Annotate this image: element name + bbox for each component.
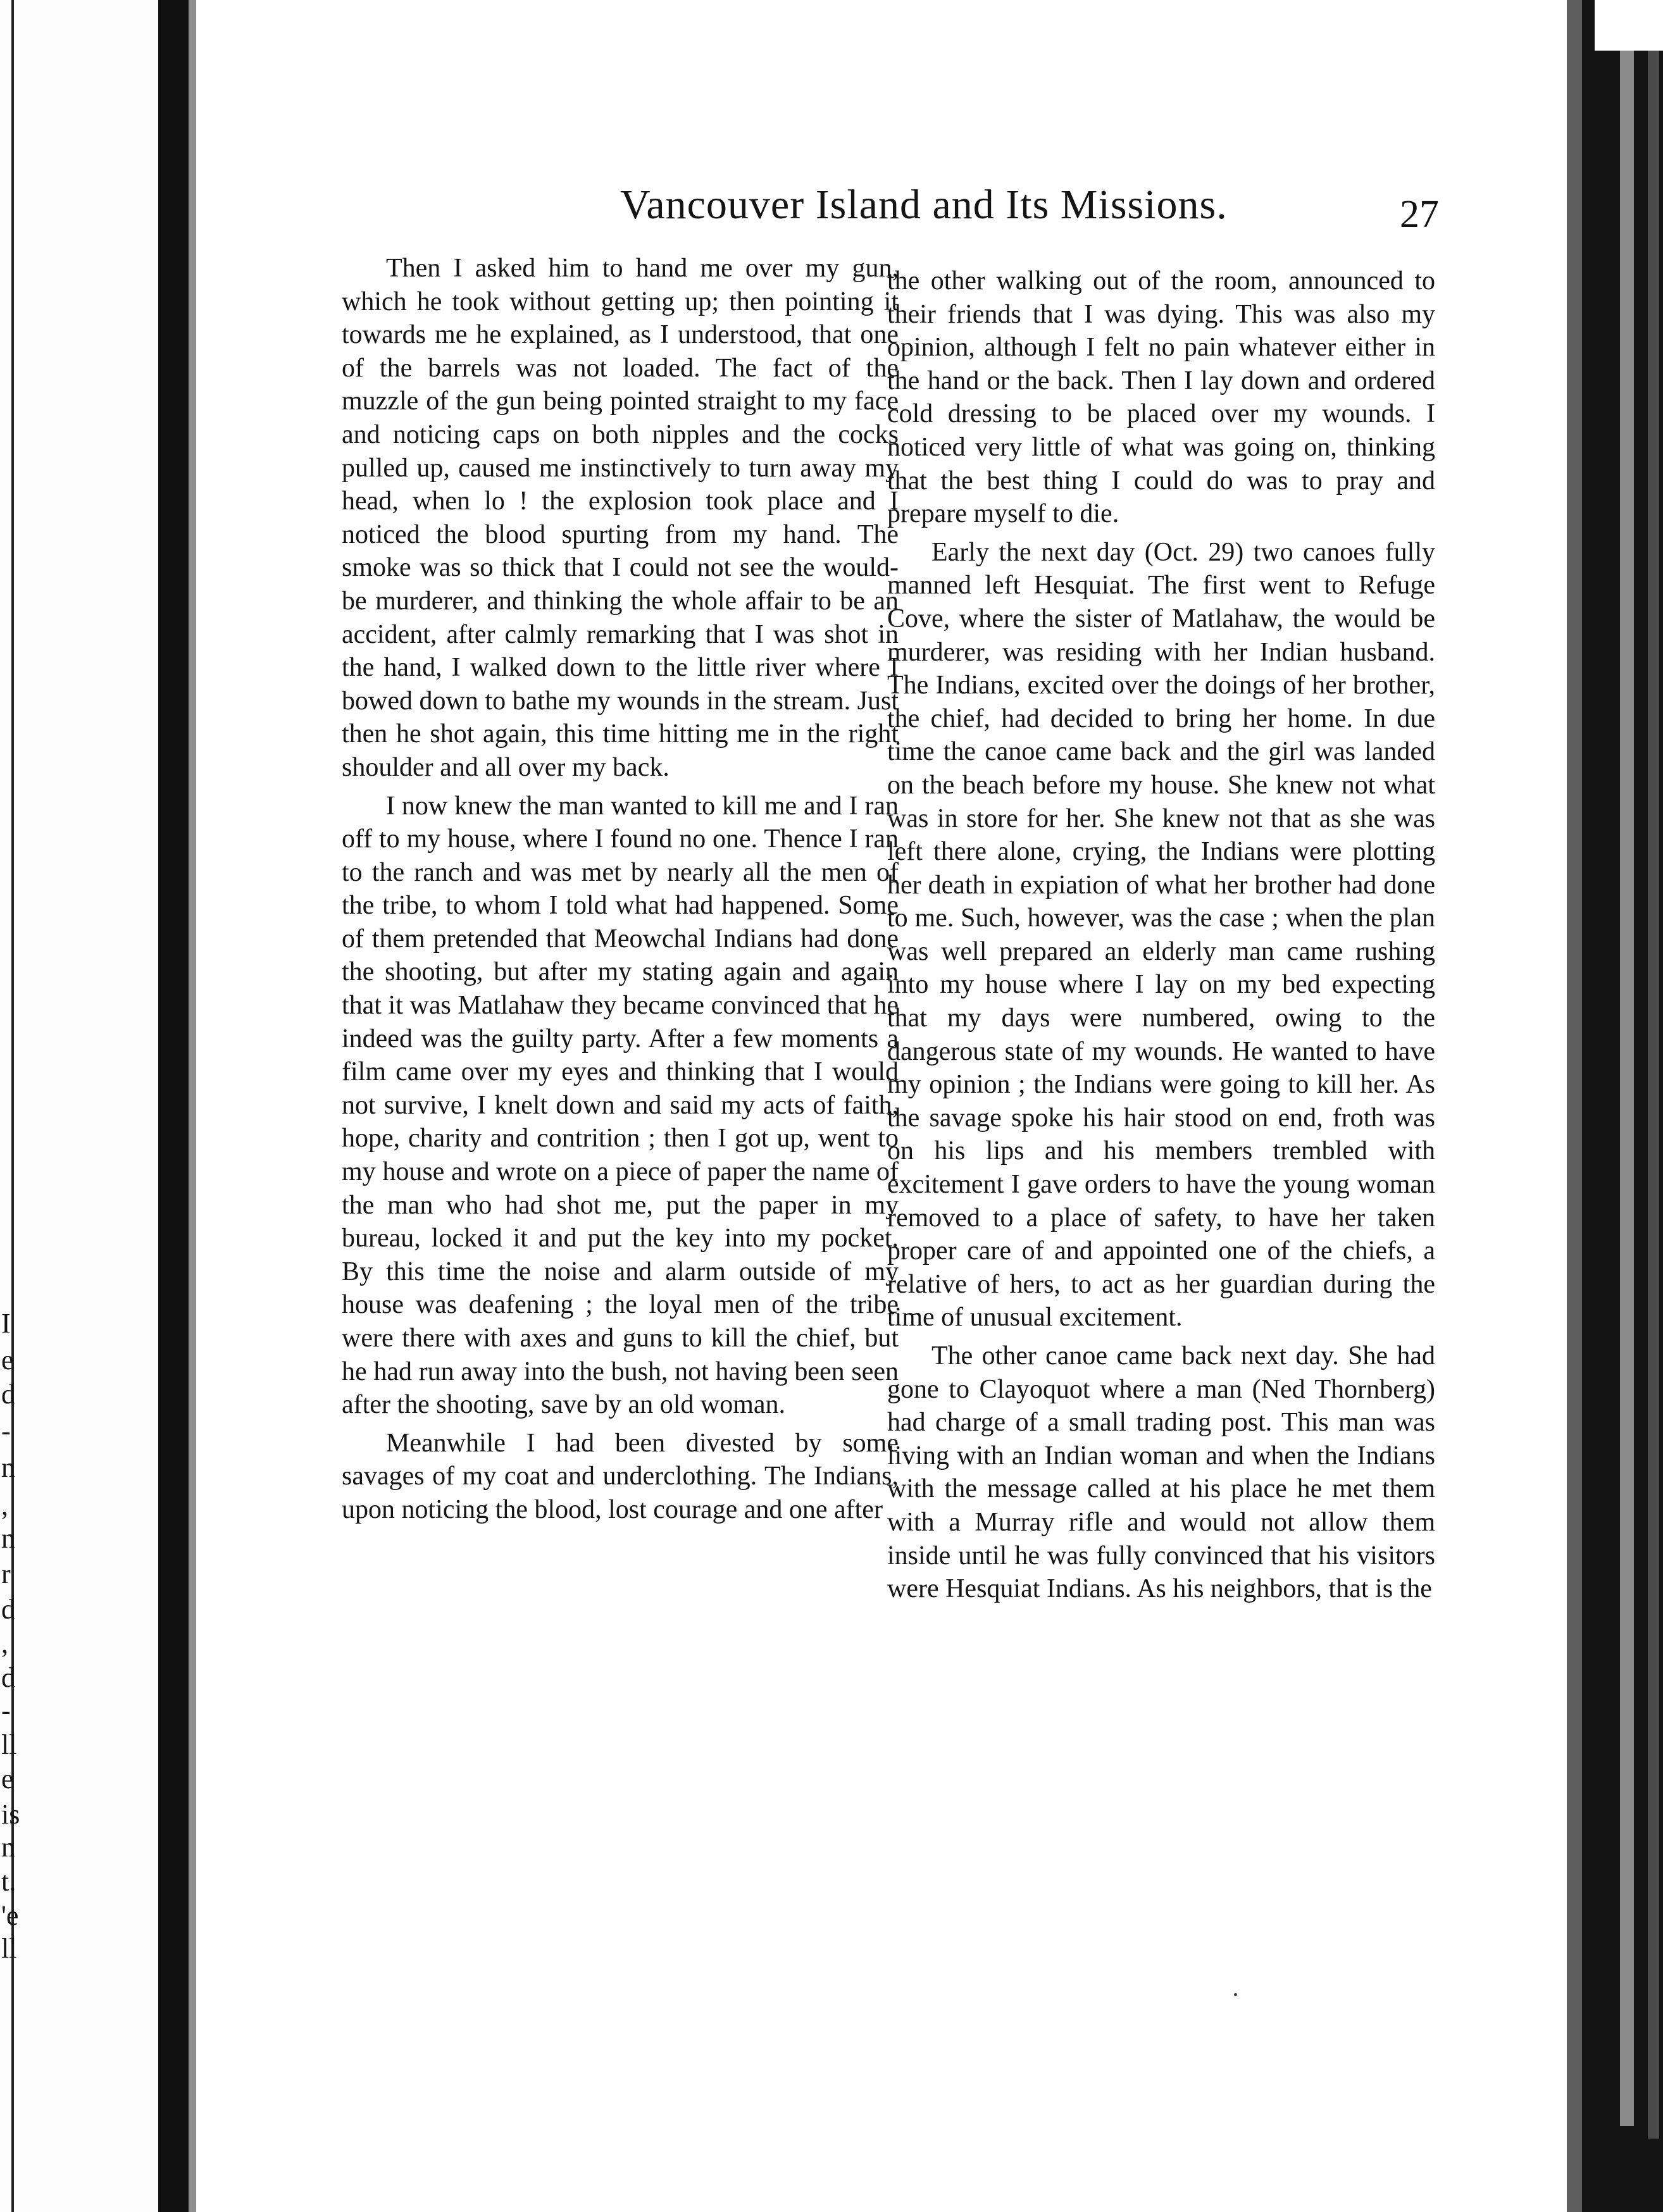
facing-page-fragment: t. bbox=[1, 1866, 16, 1897]
facing-page-fragment: e bbox=[1, 1345, 14, 1376]
gutter-shadow bbox=[158, 0, 189, 2212]
paragraph: I now knew the man wanted to kill me and I ran off to my house, where I found no one. Thence I ran to the ranch and was met by nearly all the men of the tribe, to whom I told what had happened. Some of them pretended that Meowchal Indians had done the shooting, but after my stating again and again that it was Matlahaw they became convinced that he indeed was the guilty party. After a few moments a film came over my eyes and thinking that I would not survive, I knelt down and said my acts of faith, hope, charity and contrition ; then I got up, went to my house and wrote on a piece of paper the name of the man who had shot me, put the paper in my bureau, locked it and put the key into my pocket. By this time the noise and alarm outside of my house was deafening ; the loyal men of the tribe were there with axes and guns to kill the chief, but he had run away into the bush, not having been seen after the shooting, save by an old woman. bbox=[342, 791, 899, 1420]
paragraph: Meanwhile I had been divested by some savages of my coat and underclothing. The Indians, upon noticing the blood, lost courage and one after bbox=[342, 1428, 899, 1524]
facing-page-fragment: is bbox=[1, 1799, 20, 1830]
paragraph: Then I asked him to hand me over my gun, which he took without getting up; then pointing it towards me he explained, as I understood, that one of the barrels was not loaded. The fact of the muzzle of the gun being pointed straight to my face and noticing caps on both nipples and the cocks pulled up, caused me instinctively to turn away my head, when lo ! the explosion took place and I noticed the blood spurting from my hand. The smoke was so thick that I could not see the would-be murderer, and thinking the whole affair to be an accident, after calmly remarking that I was shot in the hand, I walked down to the little river where I bowed down to bathe my wounds in the stream. Just then he shot again, this time hitting me in the right shoulder and all over my back. bbox=[342, 254, 899, 782]
facing-page-fragment: - bbox=[1, 1695, 11, 1726]
gutter-edge bbox=[189, 0, 196, 2212]
paragraph: The other canoe came back next day. She had gone to Clayoquot where a man (Ned Thornberg) had charge of a small trading post. This man was living with an Indian woman and when the Indians with the message called at his place he met them with a Murray rifle and would not allow them inside until he was fully convinced that his visitors were Hesquiat Indians. As his neighbors, that is the bbox=[887, 1341, 1435, 1604]
paragraph: the other walking out of the room, announced to their friends that I was dying. This was also my opinion, although I felt no pain whatever either in the hand or the back. Then I lay down and ordered cold dressing to be placed over my wounds. I noticed very little of what was going on, thinking that the best thing I could do was to pray and prepare myself to die. bbox=[887, 266, 1435, 529]
left-column bbox=[342, 252, 899, 1532]
facing-page-fragment: d bbox=[1, 1662, 15, 1693]
facing-page bbox=[0, 0, 158, 2212]
page-number: 27 bbox=[1400, 193, 1439, 236]
facing-page-fragment: 'e bbox=[1, 1900, 19, 1931]
facing-page-fragment: , bbox=[1, 1490, 8, 1521]
facing-page-fragment: n bbox=[1, 1832, 15, 1863]
right-column bbox=[887, 264, 1435, 1611]
facing-page-fragment: n bbox=[1, 1523, 15, 1554]
facing-page-fragment: I bbox=[1, 1308, 11, 1339]
paragraph: Early the next day (Oct. 29) two canoes fully manned left Hesquiat. The first went to Refuge Cove, where the sister of Matlahaw, the would be murderer, was residing with her Indian husband. The Indians, excited over the doings of her brother, the chief, had decided to bring her home. In due time the canoe came back and the girl was landed on the beach before my house. She knew not what was in store for her. She knew not that as she was left there alone, crying, the Indians were plotting her death in expiation of what her brother had done to me. Such, however, was the case ; when the plan was well prepared an elderly man came rushing into my house where I lay on my bed expecting that my days were numbered, owing to the dangerous state of my wounds. He wanted to have my opinion ; the Indians were going to kill her. As the savage spoke his hair stood on end, froth was on his lips and his members trembled with excitement I gave orders to have the young woman removed to a place of safety, to have her taken proper care of and appointed one of the chiefs, a relative of hers, to act as her guardian during the time of unusual excitement. bbox=[887, 537, 1435, 1333]
facing-page-fragment: r bbox=[1, 1558, 11, 1589]
facing-page-fragment: e bbox=[1, 1763, 14, 1794]
page-stack-edge bbox=[1620, 25, 1634, 2126]
facing-page-fragment: d bbox=[1, 1379, 15, 1410]
top-right-corner bbox=[1595, 0, 1663, 51]
page-stack-outer-edge bbox=[1648, 25, 1659, 2139]
running-title: Vancouver Island and Its Missions. bbox=[620, 182, 1228, 228]
facing-page-fragment: d bbox=[1, 1594, 15, 1625]
facing-page-fragment: , bbox=[1, 1628, 8, 1659]
facing-page-fragment: - bbox=[1, 1415, 11, 1446]
print-speck bbox=[1234, 1993, 1237, 1996]
facing-page-fragment: ll bbox=[1, 1933, 17, 1964]
facing-page-fragment: n bbox=[1, 1452, 15, 1483]
facing-page-fragment: ll bbox=[1, 1729, 17, 1760]
